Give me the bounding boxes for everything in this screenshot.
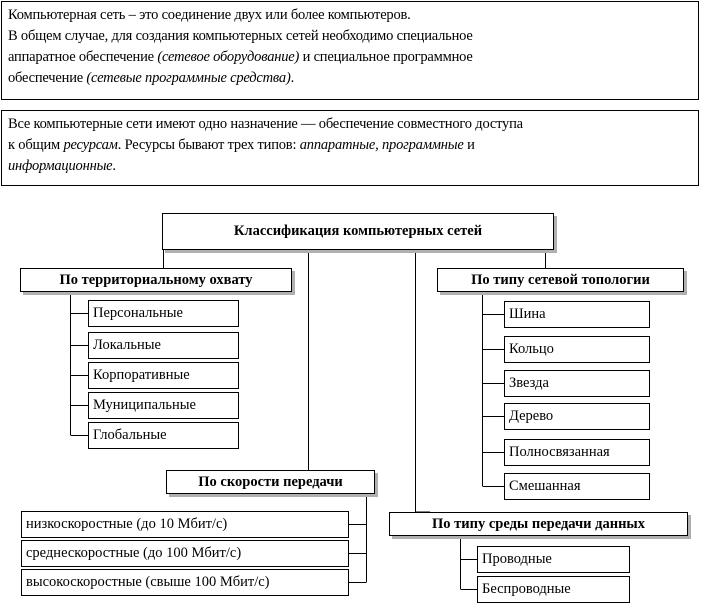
territory-item: Муниципальные: [88, 392, 239, 419]
definition-line-2: В общем случае, для создания компьютерных сетей необходимо специальное: [8, 28, 473, 44]
medium-item: Беспроводные: [477, 576, 630, 603]
definition-line-3: аппаратное обеспечение (сетевое оборудование) и специальное программное: [8, 49, 473, 65]
topology-item: Полносвязанная: [504, 439, 650, 466]
speed-item: высокоскоростные (свыше 100 Мбит/с): [21, 569, 349, 596]
speed-title: По скорости передачи: [198, 473, 343, 490]
speed-header: [166, 470, 375, 494]
speed-item: низкоскоростные (до 10 Мбит/с): [21, 511, 349, 538]
root-label: Классификация компьютерных сетей: [233, 223, 483, 240]
topology-header: [437, 268, 684, 292]
resources-line-2: к общим ресурсам. Ресурсы бывают трех типов: аппаратные, программные и: [8, 137, 475, 153]
territory-item: Локальные: [88, 332, 239, 359]
resources-line-1: Все компьютерные сети имеют одно назначение — обеспечение совместного доступа: [8, 116, 523, 132]
definition-line-1: Компьютерная сеть – это соединение двух или более компьютеров.: [8, 7, 411, 23]
root-node: [162, 213, 554, 250]
medium-header: [389, 512, 688, 536]
resources-line-3: информационные.: [8, 158, 116, 174]
territory-item: Глобальные: [88, 422, 239, 449]
territory-item: Персональные: [88, 300, 239, 327]
medium-title: По типу среды передачи данных: [431, 515, 645, 532]
territory-item: Корпоративные: [88, 362, 239, 389]
definition-line-4: обеспечение (сетевые программные средства).: [8, 70, 295, 86]
speed-item: среднескоростные (до 100 Мбит/с): [21, 540, 349, 567]
topology-item: Шина: [504, 301, 650, 328]
topology-item: Кольцо: [504, 336, 650, 363]
territory-title: По территориальному охвату: [59, 271, 253, 288]
topology-item: Смешанная: [504, 473, 650, 500]
topology-item: Дерево: [504, 403, 650, 430]
topology-item: Звезда: [504, 370, 650, 397]
medium-item: Проводные: [477, 546, 630, 573]
territory-header: [20, 268, 292, 292]
topology-title: По типу сетевой топологии: [471, 271, 650, 288]
